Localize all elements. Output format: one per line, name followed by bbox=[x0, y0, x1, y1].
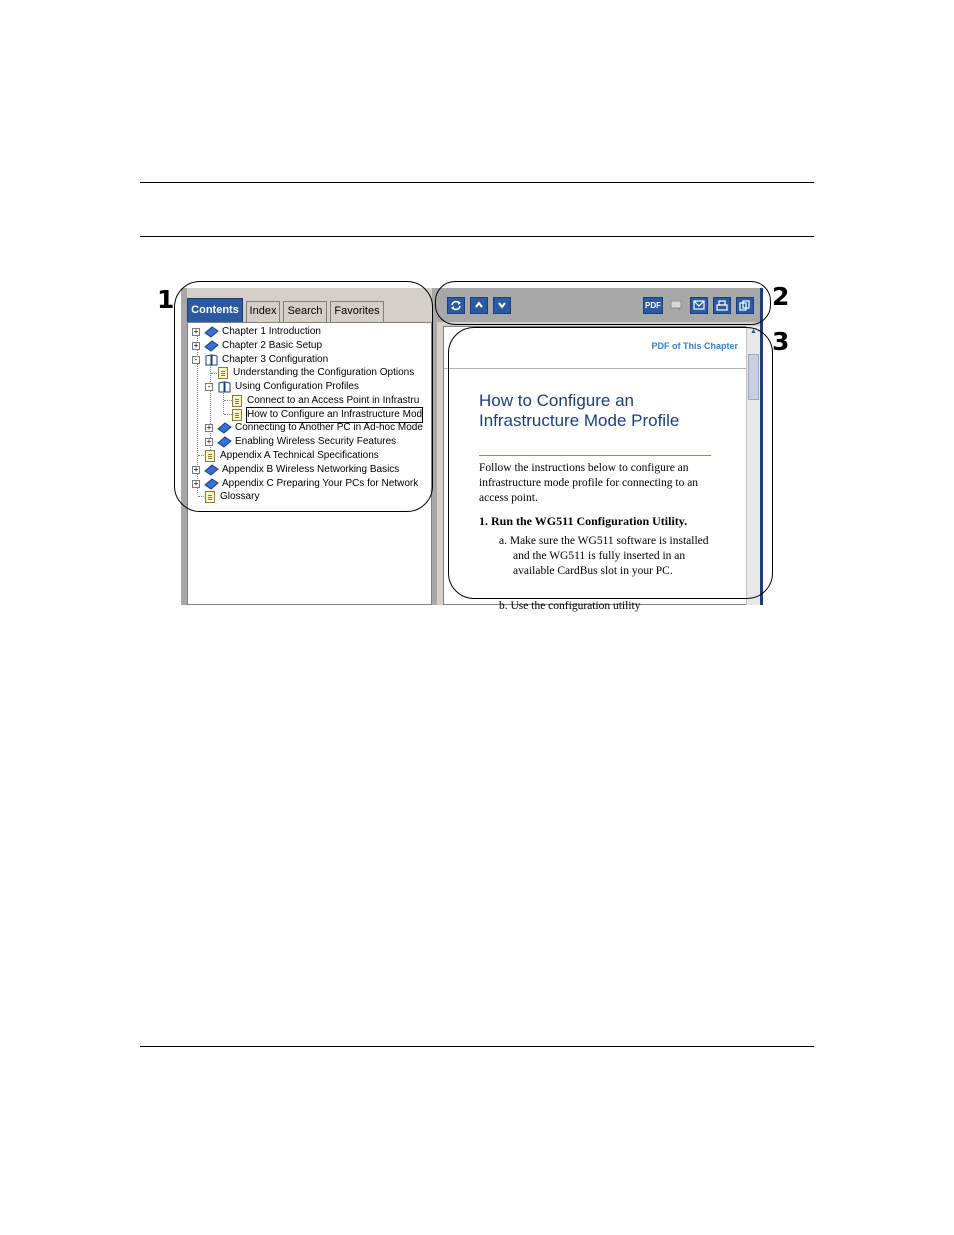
callout-number-2: 2 bbox=[772, 282, 790, 311]
callout-outline-2 bbox=[435, 281, 771, 325]
callout-number-1: 1 bbox=[157, 285, 175, 314]
tree-item-glossary[interactable]: Glossary bbox=[205, 490, 259, 504]
page-title: How to Configure an Infrastructure Mode Profile bbox=[479, 391, 680, 430]
header-rule-bottom bbox=[140, 236, 814, 237]
tree-item-security[interactable]: + Enabling Wireless Security Features bbox=[206, 436, 397, 447]
callout-number-3: 3 bbox=[772, 327, 790, 356]
collapse-icon[interactable]: - bbox=[193, 355, 199, 364]
tab-index[interactable]: Index bbox=[246, 301, 280, 322]
expand-icon[interactable]: + bbox=[193, 465, 199, 474]
tree-item-chapter1[interactable]: + Chapter 1 Introduction bbox=[193, 326, 321, 337]
expand-icon[interactable]: + bbox=[193, 327, 199, 336]
tree-item-chapter2[interactable]: + Chapter 2 Basic Setup bbox=[193, 340, 323, 351]
header-rule-top bbox=[140, 182, 814, 183]
tree-item-appendix-b[interactable]: + Appendix B Wireless Networking Basics bbox=[193, 464, 400, 475]
callout-outline-3 bbox=[448, 327, 773, 599]
intro-paragraph: Follow the instructions below to configure an infrastructure mode profile for connecting to an access point. bbox=[479, 462, 699, 504]
pdf-of-chapter-link[interactable]: PDF of This Chapter bbox=[651, 341, 738, 351]
step-heading: 1. Run the WG511 Configuration Utility. bbox=[479, 514, 688, 528]
scroll-up-icon[interactable]: ▲ bbox=[750, 328, 757, 335]
tree-item-configure-infrastructure[interactable]: How to Configure an Infrastructure Mod bbox=[232, 408, 422, 422]
tree-item-appendix-a[interactable]: Appendix A Technical Specifications bbox=[205, 449, 379, 463]
expand-icon[interactable]: + bbox=[206, 437, 212, 446]
tree-item-connect-access-point[interactable]: Connect to an Access Point in Infrastru bbox=[232, 394, 419, 408]
step-substep-b: b. Use the configuration utility bbox=[499, 600, 641, 612]
tree-item-adhoc[interactable]: + Connecting to Another PC in Ad-hoc Mode bbox=[206, 422, 423, 433]
expand-icon[interactable]: + bbox=[193, 341, 199, 350]
tree-item-understanding[interactable]: Understanding the Configuration Options bbox=[218, 366, 414, 380]
tree-item-appendix-c[interactable]: + Appendix C Preparing Your PCs for Network bbox=[193, 478, 419, 489]
tree-item-using-profiles[interactable]: - Using Configuration Profiles bbox=[206, 381, 359, 392]
footer-rule bbox=[140, 1046, 814, 1047]
tab-search[interactable]: Search bbox=[283, 301, 327, 322]
tab-contents[interactable]: Contents bbox=[187, 298, 243, 323]
step-substep-a: a. Make sure the WG511 software is installed and the WG511 is fully inserted in an available CardBus slot in your PC. bbox=[499, 535, 709, 577]
pdf-icon: PDF bbox=[645, 301, 661, 310]
expand-icon[interactable]: + bbox=[193, 479, 199, 488]
tab-favorites[interactable]: Favorites bbox=[330, 301, 384, 322]
expand-icon[interactable]: + bbox=[206, 423, 212, 432]
collapse-icon[interactable]: - bbox=[206, 382, 212, 391]
tree-item-chapter3[interactable]: - Chapter 3 Configuration bbox=[193, 354, 329, 365]
callout-outline-1 bbox=[174, 281, 433, 512]
